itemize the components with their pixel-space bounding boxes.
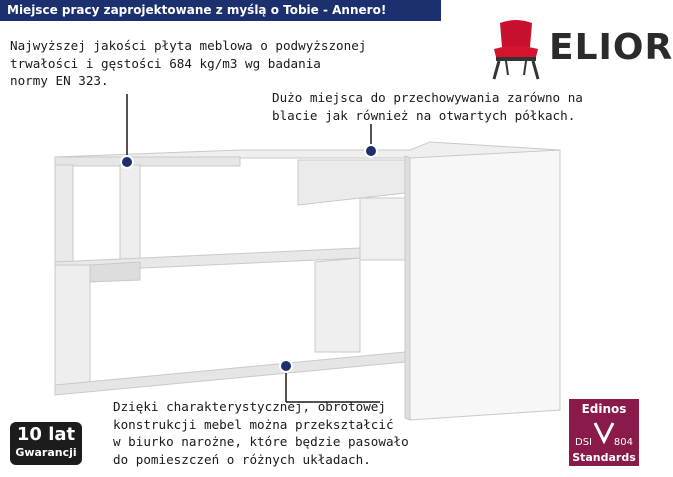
desk-shape: [55, 142, 560, 420]
certificate-badge: [569, 399, 639, 466]
certificate-left: DSI: [575, 437, 592, 448]
note-line: Najwyższej jakości płyta meblowa o podwyższonej: [10, 38, 367, 53]
note-line: Dzięki charakterystycznej, obrotowej: [113, 399, 386, 414]
warranty-badge: [10, 422, 82, 465]
callout-pin-bottom: [279, 359, 293, 373]
certificate-name: Edinos: [581, 402, 627, 416]
note-line: Dużo miejsca do przechowywania zarówno na: [272, 90, 583, 105]
note-storage: [272, 89, 583, 124]
chair-icon: [486, 17, 546, 81]
certificate-right: 804: [613, 437, 633, 448]
note-rotating: [113, 398, 409, 468]
warranty-years: 10 lat: [16, 424, 76, 445]
callout-pin-top-right: [364, 144, 378, 158]
note-material: [10, 37, 366, 90]
callout-pin-top-left: [120, 155, 134, 169]
note-line: do pomieszczeń o różnych układach.: [113, 451, 371, 467]
brand-name: ELIOR: [549, 27, 673, 68]
note-line: trwałości i gęstości 684 kg/m3 wg badania: [10, 55, 321, 71]
note-line: normy EN 323.: [10, 73, 109, 88]
certificate-standards: Standards: [572, 451, 636, 464]
note-line: konstrukcji mebel można przekształcić: [113, 416, 394, 432]
callout-lines: [127, 94, 380, 402]
checkmark-icon: [593, 419, 615, 443]
note-line: w biurko narożne, które będzie pasowało: [113, 434, 409, 449]
page-title: Miejsce pracy zaprojektowane z myślą o Tobie - Annero!: [0, 0, 441, 21]
note-line: blacie jak również na otwartych półkach.: [272, 107, 576, 123]
warranty-label: Gwarancji: [15, 446, 77, 459]
